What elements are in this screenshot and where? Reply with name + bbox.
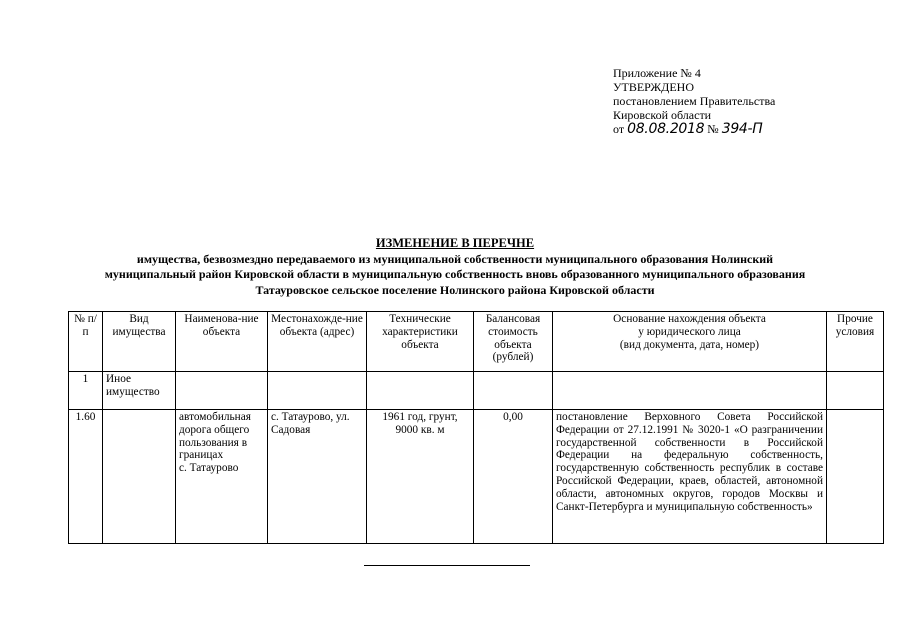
cell-basis: постановление Верховного Совета Российской Федерации от 27.12.1991 № 3020-1 «О разграничении государственной собственности в Российской Федерации на федеральную собственность, государственную собственность республик в составе Российской Федерации, краев, областей, автономной области, автономных округов, городов Москвы и Санкт-Петербурга и муниципальную собственность» [553,410,827,544]
property-table [68,311,884,544]
footer-divider [364,565,530,566]
header-basis-line-2: у юридического лица [638,325,741,338]
table-row [69,372,884,410]
number-prefix: № [707,122,719,136]
cell-name [176,410,268,544]
handwritten-date: 08.08.2018 [627,121,705,137]
cell-balance: 0,00 [474,410,553,544]
title-line-1: имущества, безвозмездно передаваемого из муниципальной собственности муниципального образования Нолинский [136,251,774,266]
table-row [69,410,884,544]
cell-num: 1 [69,372,103,410]
cell-kind [103,410,176,544]
header-basis-line-3: (вид документа, дата, номер) [619,338,760,351]
resolution-date-number [613,122,893,136]
header-balance: Балансовая стоимость объекта (рублей) [474,312,553,372]
header-tech: Технические характеристики объекта [367,312,474,372]
header-num: № п/п [69,312,103,372]
header-kind: Вид имущества [103,312,176,372]
approved-label: УТВЕРЖДЕНО [613,80,695,94]
header-location: Местонахожде-ние объекта (адрес) [268,312,367,372]
cell-name-line-1: автомобильная дорога общего пользования в границах [179,411,251,462]
resolution-line-1: постановлением Правительства [613,94,776,108]
from-prefix: от [613,122,625,136]
header-basis [553,312,827,372]
handwritten-number: 394-П [721,121,763,137]
cell-num: 1.60 [69,410,103,544]
appendix-label: Приложение № 4 [613,66,701,80]
cell-name-line-2: с. Татаурово [179,462,239,475]
cell-kind: Иное имущество [103,372,176,410]
header-basis-line-1: Основание нахождения объекта [613,313,766,325]
cell-location: с. Татаурово, ул. Садовая [268,410,367,544]
title-main: ИЗМЕНЕНИЕ В ПЕРЕЧНЕ [375,236,535,250]
title-line-2: муниципальный район Кировской области в муниципальную собственность вновь образованного муниципального образования [104,267,806,281]
header-other: Прочие условия [827,312,884,372]
cell-other [827,410,884,544]
document-title [60,236,850,298]
resolution-line-2: Кировской области [613,108,712,122]
cell-tech: 1961 год, грунт, 9000 кв. м [367,410,474,544]
approval-block [613,66,893,136]
header-name: Наименова-ние объекта [176,312,268,372]
title-line-3: Татауровское сельское поселение Нолинского района Кировской области [255,282,655,297]
table-header-row [69,312,884,372]
